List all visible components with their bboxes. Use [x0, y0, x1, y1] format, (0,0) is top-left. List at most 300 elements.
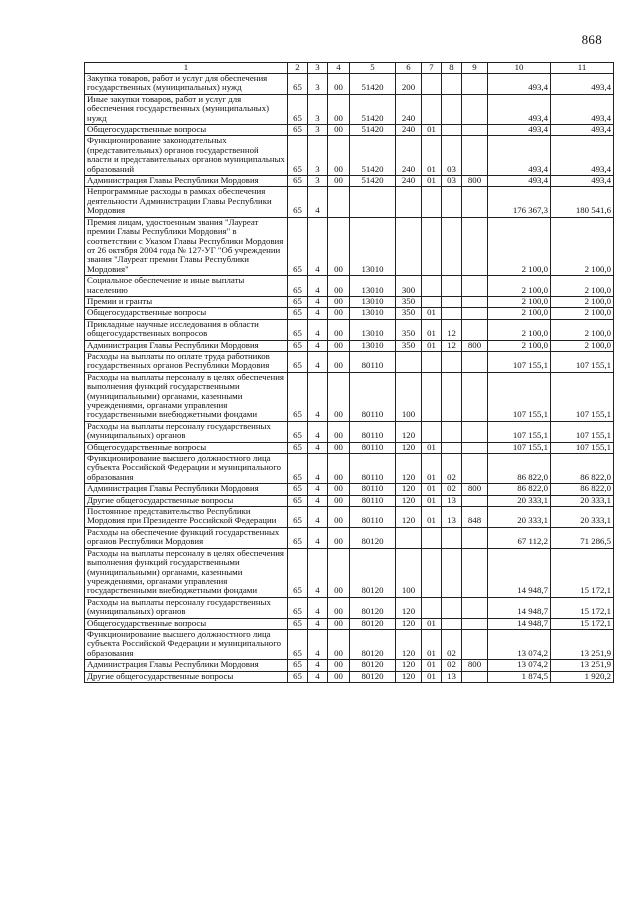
- code-cell: 02: [442, 484, 462, 495]
- code-cell: 03: [442, 136, 462, 176]
- amount-cell: 493,4: [551, 136, 614, 176]
- description-cell: Расходы на выплаты персоналу государственных (муниципальных) органов: [85, 421, 288, 442]
- code-cell: [442, 308, 462, 319]
- amount-cell: 107 155,1: [551, 442, 614, 453]
- table-row: [85, 217, 614, 275]
- page-number: 868: [581, 32, 602, 47]
- budget-table: [84, 62, 614, 683]
- table-row: [85, 507, 614, 528]
- code-cell: 65: [288, 454, 308, 484]
- amount-cell: 2 100,0: [551, 340, 614, 351]
- header-cell: 4: [328, 63, 350, 74]
- code-cell: [462, 527, 488, 548]
- code-cell: 80110: [350, 421, 396, 442]
- code-cell: [442, 217, 462, 275]
- code-cell: 120: [396, 629, 422, 659]
- code-cell: 65: [288, 629, 308, 659]
- code-cell: 01: [422, 495, 442, 506]
- code-cell: 00: [328, 527, 350, 548]
- code-cell: 00: [328, 548, 350, 597]
- code-cell: 120: [396, 454, 422, 484]
- code-cell: 4: [308, 671, 328, 682]
- code-cell: 03: [442, 176, 462, 187]
- description-cell: Расходы на выплаты по оплате труда работников государственных органов Республики Мордовия: [85, 351, 288, 372]
- header-cell: 11: [551, 63, 614, 74]
- code-cell: 65: [288, 187, 308, 217]
- code-cell: 65: [288, 319, 308, 340]
- code-cell: [462, 94, 488, 124]
- code-cell: 13010: [350, 308, 396, 319]
- code-cell: 350: [396, 340, 422, 351]
- table-row: [85, 660, 614, 671]
- code-cell: 4: [308, 421, 328, 442]
- table-row: [85, 372, 614, 421]
- code-cell: [462, 495, 488, 506]
- amount-cell: 176 367,3: [488, 187, 551, 217]
- code-cell: [350, 187, 396, 217]
- code-cell: [462, 296, 488, 307]
- code-cell: 13010: [350, 296, 396, 307]
- code-cell: [462, 74, 488, 95]
- code-cell: 100: [396, 548, 422, 597]
- amount-cell: 15 172,1: [551, 618, 614, 629]
- amount-cell: 67 112,2: [488, 527, 551, 548]
- code-cell: 4: [308, 308, 328, 319]
- amount-cell: 14 948,7: [488, 548, 551, 597]
- code-cell: 00: [328, 629, 350, 659]
- code-cell: 51420: [350, 136, 396, 176]
- amount-cell: 493,4: [488, 136, 551, 176]
- code-cell: 4: [308, 319, 328, 340]
- code-cell: 00: [328, 454, 350, 484]
- code-cell: 00: [328, 507, 350, 528]
- code-cell: 65: [288, 217, 308, 275]
- description-cell: Общегосударственные вопросы: [85, 618, 288, 629]
- code-cell: 65: [288, 527, 308, 548]
- code-cell: 01: [422, 484, 442, 495]
- code-cell: 120: [396, 597, 422, 618]
- code-cell: 240: [396, 176, 422, 187]
- code-cell: 120: [396, 421, 422, 442]
- description-cell: Администрация Главы Республики Мордовия: [85, 484, 288, 495]
- code-cell: 80110: [350, 507, 396, 528]
- table-row: [85, 176, 614, 187]
- table-body: [85, 74, 614, 683]
- table-row: [85, 442, 614, 453]
- table-row: [85, 495, 614, 506]
- header-cell: 9: [462, 63, 488, 74]
- amount-cell: 13 251,9: [551, 629, 614, 659]
- code-cell: 80110: [350, 454, 396, 484]
- code-cell: [422, 527, 442, 548]
- table-row: [85, 319, 614, 340]
- code-cell: 240: [396, 125, 422, 136]
- amount-cell: 2 100,0: [488, 319, 551, 340]
- code-cell: [442, 276, 462, 297]
- amount-cell: 13 074,2: [488, 660, 551, 671]
- code-cell: 4: [308, 372, 328, 421]
- code-cell: 13010: [350, 340, 396, 351]
- code-cell: [462, 421, 488, 442]
- description-cell: Общегосударственные вопросы: [85, 308, 288, 319]
- code-cell: 00: [328, 136, 350, 176]
- code-cell: 4: [308, 454, 328, 484]
- amount-cell: 14 948,7: [488, 618, 551, 629]
- code-cell: 00: [328, 660, 350, 671]
- table-row: [85, 351, 614, 372]
- code-cell: 120: [396, 442, 422, 453]
- code-cell: 120: [396, 660, 422, 671]
- table-row: [85, 618, 614, 629]
- code-cell: 80120: [350, 629, 396, 659]
- code-cell: [442, 372, 462, 421]
- code-cell: 00: [328, 597, 350, 618]
- code-cell: 65: [288, 507, 308, 528]
- amount-cell: 86 822,0: [551, 454, 614, 484]
- amount-cell: 2 100,0: [488, 340, 551, 351]
- description-cell: Другие общегосударственные вопросы: [85, 671, 288, 682]
- code-cell: [422, 597, 442, 618]
- code-cell: 4: [308, 296, 328, 307]
- code-cell: 800: [462, 176, 488, 187]
- code-cell: 4: [308, 495, 328, 506]
- code-cell: [442, 94, 462, 124]
- code-cell: [462, 548, 488, 597]
- code-cell: [396, 527, 422, 548]
- code-cell: 01: [422, 454, 442, 484]
- code-cell: 01: [422, 442, 442, 453]
- table-row: [85, 340, 614, 351]
- amount-cell: 20 333,1: [488, 507, 551, 528]
- code-cell: 4: [308, 276, 328, 297]
- table-row: [85, 308, 614, 319]
- amount-cell: 15 172,1: [551, 548, 614, 597]
- code-cell: 65: [288, 125, 308, 136]
- code-cell: 80110: [350, 484, 396, 495]
- code-cell: 4: [308, 527, 328, 548]
- code-cell: 65: [288, 618, 308, 629]
- code-cell: [442, 421, 462, 442]
- description-cell: Функционирование высшего должностного лица субъекта Российской Федерации и муниципального образования: [85, 629, 288, 659]
- code-cell: [462, 454, 488, 484]
- header-cell: 7: [422, 63, 442, 74]
- header-cell: 5: [350, 63, 396, 74]
- amount-cell: 493,4: [488, 125, 551, 136]
- code-cell: 4: [308, 507, 328, 528]
- amount-cell: 71 286,5: [551, 527, 614, 548]
- code-cell: [422, 217, 442, 275]
- code-cell: 00: [328, 671, 350, 682]
- code-cell: 00: [328, 340, 350, 351]
- description-cell: Администрация Главы Республики Мордовия: [85, 660, 288, 671]
- code-cell: 65: [288, 372, 308, 421]
- amount-cell: 493,4: [488, 176, 551, 187]
- amount-cell: 107 155,1: [488, 372, 551, 421]
- code-cell: 65: [288, 94, 308, 124]
- code-cell: 00: [328, 618, 350, 629]
- description-cell: Социальное обеспечение и иные выплаты населению: [85, 276, 288, 297]
- code-cell: 100: [396, 372, 422, 421]
- table-row: [85, 94, 614, 124]
- code-cell: 80120: [350, 527, 396, 548]
- code-cell: 12: [442, 319, 462, 340]
- code-cell: 120: [396, 618, 422, 629]
- amount-cell: 107 155,1: [551, 351, 614, 372]
- code-cell: 4: [308, 484, 328, 495]
- code-cell: [442, 296, 462, 307]
- code-cell: 00: [328, 372, 350, 421]
- code-cell: 350: [396, 296, 422, 307]
- header-cell: 8: [442, 63, 462, 74]
- code-cell: 51420: [350, 125, 396, 136]
- table-row: [85, 527, 614, 548]
- code-cell: 80110: [350, 442, 396, 453]
- code-cell: 80120: [350, 548, 396, 597]
- code-cell: 65: [288, 176, 308, 187]
- code-cell: 01: [422, 340, 442, 351]
- code-cell: [396, 217, 422, 275]
- code-cell: [422, 187, 442, 217]
- table-row: [85, 671, 614, 682]
- table-row: [85, 187, 614, 217]
- code-cell: 13010: [350, 276, 396, 297]
- code-cell: 3: [308, 94, 328, 124]
- amount-cell: 13 074,2: [488, 629, 551, 659]
- code-cell: [422, 421, 442, 442]
- code-cell: [396, 187, 422, 217]
- code-cell: 800: [462, 340, 488, 351]
- code-cell: 01: [422, 660, 442, 671]
- code-cell: 13: [442, 507, 462, 528]
- code-cell: 3: [308, 176, 328, 187]
- code-cell: [422, 351, 442, 372]
- code-cell: 01: [422, 507, 442, 528]
- code-cell: 120: [396, 484, 422, 495]
- code-cell: [328, 187, 350, 217]
- amount-cell: 13 251,9: [551, 660, 614, 671]
- amount-cell: 20 333,1: [551, 495, 614, 506]
- amount-cell: 493,4: [551, 94, 614, 124]
- code-cell: [462, 187, 488, 217]
- header-cell: 10: [488, 63, 551, 74]
- amount-cell: 107 155,1: [488, 421, 551, 442]
- code-cell: [462, 125, 488, 136]
- table-row: [85, 454, 614, 484]
- code-cell: 13010: [350, 217, 396, 275]
- amount-cell: 1 920,2: [551, 671, 614, 682]
- code-cell: [442, 618, 462, 629]
- code-cell: 800: [462, 484, 488, 495]
- table-row: [85, 296, 614, 307]
- description-cell: Общегосударственные вопросы: [85, 125, 288, 136]
- amount-cell: 86 822,0: [488, 484, 551, 495]
- code-cell: 00: [328, 296, 350, 307]
- code-cell: [462, 217, 488, 275]
- table-row: [85, 421, 614, 442]
- description-cell: Премия лицам, удостоенным звания "Лауреат премии Главы Республики Мордовия" в соответствии с Указом Главы Республики Мордовия от 26 октября 2004 года № 127-УГ "Об учреждении звания "Лауреат премии Главы Республики Мордовия": [85, 217, 288, 275]
- amount-cell: 14 948,7: [488, 597, 551, 618]
- code-cell: 01: [422, 125, 442, 136]
- code-cell: 01: [422, 308, 442, 319]
- code-cell: [422, 296, 442, 307]
- code-cell: 65: [288, 296, 308, 307]
- code-cell: [422, 276, 442, 297]
- code-cell: 65: [288, 548, 308, 597]
- code-cell: 120: [396, 671, 422, 682]
- code-cell: [462, 319, 488, 340]
- description-cell: Расходы на выплаты персоналу в целях обеспечения выполнения функций государственными (муниципальными) органами, казенными учреждениями, органами управления государственными внебюджетными фондами: [85, 548, 288, 597]
- table-header-row: [85, 63, 614, 74]
- code-cell: 01: [422, 671, 442, 682]
- code-cell: 120: [396, 507, 422, 528]
- code-cell: 01: [422, 176, 442, 187]
- code-cell: 51420: [350, 94, 396, 124]
- code-cell: 80120: [350, 660, 396, 671]
- code-cell: 3: [308, 136, 328, 176]
- code-cell: [396, 351, 422, 372]
- code-cell: 00: [328, 176, 350, 187]
- code-cell: 80110: [350, 372, 396, 421]
- code-cell: [462, 136, 488, 176]
- code-cell: 65: [288, 671, 308, 682]
- code-cell: 65: [288, 74, 308, 95]
- code-cell: 65: [288, 308, 308, 319]
- code-cell: [462, 597, 488, 618]
- code-cell: 65: [288, 276, 308, 297]
- description-cell: Закупка товаров, работ и услуг для обеспечения государственных (муниципальных) нужд: [85, 74, 288, 95]
- code-cell: 4: [308, 618, 328, 629]
- code-cell: 02: [442, 660, 462, 671]
- amount-cell: 107 155,1: [488, 442, 551, 453]
- code-cell: 240: [396, 94, 422, 124]
- code-cell: 65: [288, 421, 308, 442]
- code-cell: 13010: [350, 319, 396, 340]
- header-cell: 2: [288, 63, 308, 74]
- amount-cell: 493,4: [488, 74, 551, 95]
- budget-table-container: [84, 62, 614, 683]
- code-cell: [462, 308, 488, 319]
- amount-cell: 2 100,0: [551, 308, 614, 319]
- code-cell: [442, 527, 462, 548]
- code-cell: [442, 548, 462, 597]
- amount-cell: 493,4: [488, 94, 551, 124]
- code-cell: 00: [328, 442, 350, 453]
- code-cell: 65: [288, 442, 308, 453]
- code-cell: [462, 671, 488, 682]
- code-cell: 00: [328, 421, 350, 442]
- description-cell: Прикладные научные исследования в области общегосударственных вопросов: [85, 319, 288, 340]
- code-cell: 00: [328, 217, 350, 275]
- code-cell: 00: [328, 125, 350, 136]
- amount-cell: 2 100,0: [488, 276, 551, 297]
- description-cell: Функционирование высшего должностного лица субъекта Российской Федерации и муниципального образования: [85, 454, 288, 484]
- code-cell: 200: [396, 74, 422, 95]
- code-cell: 00: [328, 94, 350, 124]
- code-cell: 80110: [350, 351, 396, 372]
- description-cell: Постоянное представительство Республики Мордовия при Президенте Российской Федерации: [85, 507, 288, 528]
- code-cell: 51420: [350, 176, 396, 187]
- code-cell: 02: [442, 629, 462, 659]
- code-cell: [462, 629, 488, 659]
- amount-cell: 493,4: [551, 125, 614, 136]
- code-cell: 3: [308, 125, 328, 136]
- header-cell: 3: [308, 63, 328, 74]
- code-cell: 13: [442, 671, 462, 682]
- amount-cell: 180 541,6: [551, 187, 614, 217]
- amount-cell: 107 155,1: [488, 351, 551, 372]
- code-cell: 80110: [350, 495, 396, 506]
- table-row: [85, 548, 614, 597]
- code-cell: 00: [328, 351, 350, 372]
- amount-cell: 493,4: [551, 176, 614, 187]
- code-cell: 240: [396, 136, 422, 176]
- amount-cell: 107 155,1: [551, 372, 614, 421]
- code-cell: 00: [328, 74, 350, 95]
- code-cell: 01: [422, 618, 442, 629]
- code-cell: 4: [308, 548, 328, 597]
- code-cell: 80120: [350, 618, 396, 629]
- code-cell: 3: [308, 74, 328, 95]
- amount-cell: 1 874,5: [488, 671, 551, 682]
- description-cell: Общегосударственные вопросы: [85, 442, 288, 453]
- amount-cell: 493,4: [551, 74, 614, 95]
- code-cell: [422, 372, 442, 421]
- code-cell: [422, 548, 442, 597]
- code-cell: 4: [308, 442, 328, 453]
- code-cell: 800: [462, 660, 488, 671]
- header-cell: 6: [396, 63, 422, 74]
- description-cell: Другие общегосударственные вопросы: [85, 495, 288, 506]
- table-row: [85, 484, 614, 495]
- code-cell: 01: [422, 136, 442, 176]
- table-row: [85, 74, 614, 95]
- code-cell: 65: [288, 660, 308, 671]
- amount-cell: 2 100,0: [551, 296, 614, 307]
- code-cell: [462, 442, 488, 453]
- code-cell: 01: [422, 319, 442, 340]
- code-cell: 4: [308, 660, 328, 671]
- code-cell: 65: [288, 495, 308, 506]
- code-cell: 65: [288, 597, 308, 618]
- header-cell: 1: [85, 63, 288, 74]
- code-cell: [442, 74, 462, 95]
- description-cell: Расходы на обеспечение функций государственных органов Республики Мордовия: [85, 527, 288, 548]
- code-cell: 350: [396, 308, 422, 319]
- code-cell: 4: [308, 217, 328, 275]
- code-cell: 65: [288, 484, 308, 495]
- description-cell: Функционирование законодательных (представительных) органов государственной власти и представительных органов муниципальных образований: [85, 136, 288, 176]
- amount-cell: 2 100,0: [551, 217, 614, 275]
- code-cell: 4: [308, 340, 328, 351]
- amount-cell: 86 822,0: [488, 454, 551, 484]
- code-cell: 12: [442, 340, 462, 351]
- description-cell: Администрация Главы Республики Мордовия: [85, 176, 288, 187]
- amount-cell: 2 100,0: [551, 319, 614, 340]
- code-cell: 4: [308, 629, 328, 659]
- code-cell: 65: [288, 351, 308, 372]
- code-cell: [422, 74, 442, 95]
- description-cell: Расходы на выплаты персоналу государственных (муниципальных) органов: [85, 597, 288, 618]
- code-cell: 848: [462, 507, 488, 528]
- description-cell: Иные закупки товаров, работ и услуг для обеспечения государственных (муниципальных) нужд: [85, 94, 288, 124]
- code-cell: 4: [308, 351, 328, 372]
- code-cell: 80120: [350, 671, 396, 682]
- code-cell: 00: [328, 308, 350, 319]
- table-row: [85, 125, 614, 136]
- code-cell: [442, 351, 462, 372]
- code-cell: 01: [422, 629, 442, 659]
- code-cell: 00: [328, 484, 350, 495]
